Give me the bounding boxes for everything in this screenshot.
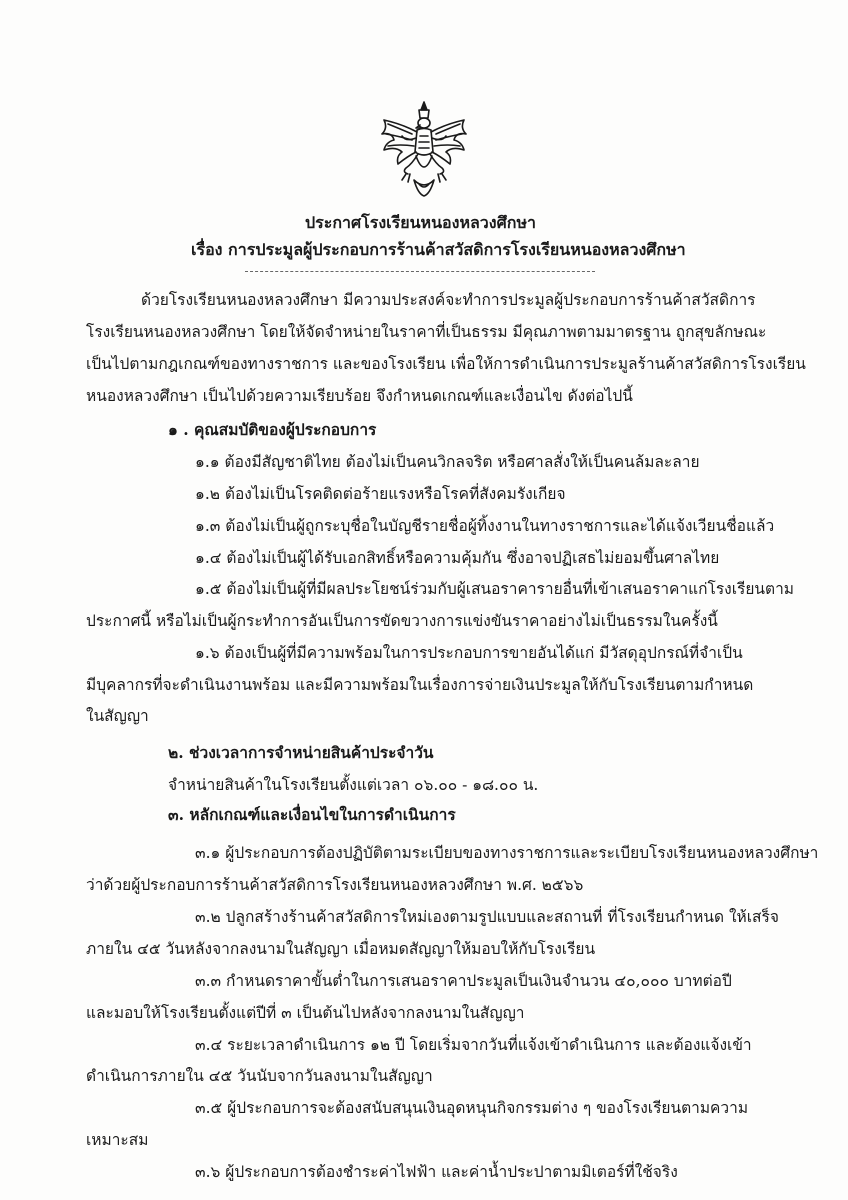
section-item: ๓.๔ ระยะเวลาดำเนินการ ๑๒ ปี โดยเริ่มจากวันที่แจ้งเข้าดำเนินการ และต้องแจ้งเข้า: [195, 1036, 752, 1054]
section-item: มีบุคลากรที่จะดำเนินงานพร้อม และมีความพร้อมในเรื่องการจ่ายเงินประมูลให้กับโรงเรียนตามกำหนด: [86, 676, 754, 694]
section-item: ๓.๑ ผู้ประกอบการต้องปฏิบัติตามระเบียบของทางราชการและระเบียบโรงเรียนหนองหลวงศึกษา: [195, 844, 819, 862]
section-heading: ๓. หลักเกณฑ์และเงื่อนไขในการดำเนินการ: [168, 805, 456, 824]
intro-line: หนองหลวงศึกษา เป็นไปด้วยความเรียบร้อย จึงกำหนดเกณฑ์และเงื่อนไข ดังต่อไปนี้: [86, 387, 633, 405]
section-item: ๑.๔ ต้องไม่เป็นผู้ได้รับเอกสิทธิ์หรือความคุ้มกัน ซึ่งอาจปฏิเสธไม่ยอมขึ้นศาลไทย: [195, 549, 720, 567]
document-title: ประกาศโรงเรียนหนองหลวงศึกษา: [305, 213, 536, 232]
section-item: ๓.๒ ปลูกสร้างร้านค้าสวัสดิการใหม่เองตามรูปแบบและสถานที่ ที่โรงเรียนกำหนด ให้เสร็จ: [195, 908, 779, 926]
section-text: จำหน่ายสินค้าในโรงเรียนตั้งแต่เวลา ๐๖.๐๐ - ๑๘.๐๐ น.: [168, 776, 539, 794]
section-item: และมอบให้โรงเรียนตั้งแต่ปีที่ ๓ เป็นต้นไปหลังจากลงนามในสัญญา: [86, 1004, 525, 1022]
section-item: เหมาะสม: [86, 1131, 149, 1149]
intro-line: ด้วยโรงเรียนหนองหลวงศึกษา มีความประสงค์จะทำการประมูลผู้ประกอบการร้านค้าสวัสดิการ: [141, 291, 756, 309]
section-heading: ๑ . คุณสมบัติของผู้ประกอบการ: [168, 420, 377, 439]
section-heading: ๒. ช่วงเวลาการจำหน่ายสินค้าประจำวัน: [168, 743, 434, 762]
section-item: ๑.๓ ต้องไม่เป็นผู้ถูกระบุชื่อในบัญชีรายชื่อผู้ทิ้งงานในทางราชการและได้แจ้งเวียนชื่อแล้ว: [195, 517, 775, 535]
intro-line: เป็นไปตามกฎเกณฑ์ของทางราชการ และของโรงเรียน เพื่อให้การดำเนินการประมูลร้านค้าสวัสดิการโรงเรียน: [86, 355, 806, 373]
title-divider: [245, 271, 595, 272]
section-item: ประกาศนี้ หรือไม่เป็นผู้กระทำการอันเป็นการขัดขวางการแข่งขันราคาอย่างไม่เป็นธรรมในครั้งนี้: [86, 612, 718, 630]
section-item: ๓.๖ ผู้ประกอบการต้องชำระค่าไฟฟ้า และค่าน้ำประปาตามมิเตอร์ที่ใช้จริง: [195, 1163, 678, 1181]
section-item: ๓.๕ ผู้ประกอบการจะต้องสนับสนุนเงินอุดหนุนกิจกรรมต่าง ๆ ของโรงเรียนตามความ: [195, 1099, 749, 1117]
section-item: ๑.๕ ต้องไม่เป็นผู้ที่มีผลประโยชน์ร่วมกับผู้เสนอราคารายอื่นที่เข้าเสนอราคาแก่โรงเรียนตาม: [195, 580, 795, 598]
section-item: ๑.๑ ต้องมีสัญชาติไทย ต้องไม่เป็นคนวิกลจริต หรือศาลสั่งให้เป็นคนล้มละลาย: [195, 453, 700, 471]
intro-line: โรงเรียนหนองหลวงศึกษา โดยให้จัดจำหน่ายในราคาที่เป็นธรรม มีคุณภาพตามมาตรฐาน ถูกสุขลักษณะ: [86, 323, 767, 341]
section-item: ๑.๖ ต้องเป็นผู้ที่มีความพร้อมในการประกอบการขายอันได้แก่ มีวัสดุอุปกรณ์ที่จำเป็น: [195, 644, 743, 662]
section-item: ๓.๓ กำหนดราคาขั้นต่ำในการเสนอราคาประมูลเป็นเงินจำนวน ๔๐,๐๐๐ บาทต่อปี: [195, 972, 732, 990]
garuda-emblem-icon: [372, 98, 476, 198]
section-item: ในสัญญา: [86, 707, 149, 725]
section-item: ๑.๒ ต้องไม่เป็นโรคติดต่อร้ายแรงหรือโรคที่สังคมรังเกียจ: [195, 485, 566, 503]
document-subject: เรื่อง การประมูลผู้ประกอบการร้านค้าสวัสดิการโรงเรียนหนองหลวงศึกษา: [191, 240, 686, 259]
section-item: ดำเนินการภายใน ๔๕ วันนับจากวันลงนามในสัญญา: [86, 1067, 433, 1085]
section-item: ว่าด้วยผู้ประกอบการร้านค้าสวัสดิการโรงเรียนหนองหลวงศึกษา พ.ศ. ๒๕๖๖: [86, 876, 584, 894]
section-item: ภายใน ๔๕ วันหลังจากลงนามในสัญญา เมื่อหมดสัญญาให้มอบให้กับโรงเรียน: [86, 940, 596, 958]
